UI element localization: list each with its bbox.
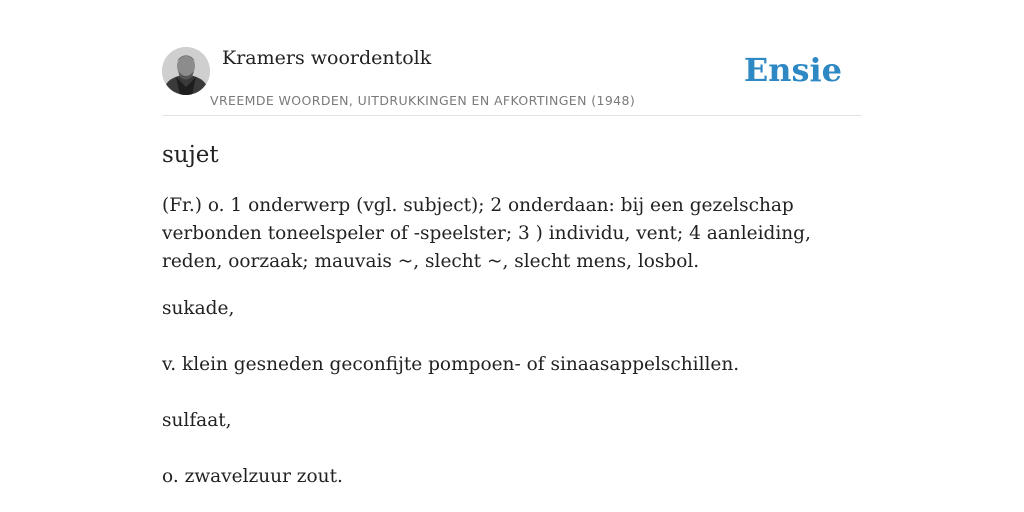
entry-word-definition: v. klein gesneden geconfijte pompoen- of sinaasappelschillen. <box>162 354 740 375</box>
book-subtitle: VREEMDE WOORDEN, UITDRUKKINGEN EN AFKORTINGEN (1948) <box>210 93 636 108</box>
book-title[interactable]: Kramers woordentolk <box>222 47 432 69</box>
entry-word: sukade, <box>162 298 235 319</box>
following-entries <box>162 295 862 491</box>
brand-logo[interactable]: Ensie <box>743 51 842 89</box>
page-container <box>162 0 862 487</box>
entry-word: sulfaat, <box>162 410 232 431</box>
entry-headword: sujet <box>162 142 219 168</box>
entry-word-definition: o. zwavelzuur zout. <box>162 466 343 487</box>
author-portrait-icon[interactable] <box>162 47 210 95</box>
header <box>162 0 862 116</box>
entry-definition: (Fr.) o. 1 onderwerp (vgl. subject); 2 onderdaan: bij een gezelschap verbonden toneelspeler of -speelster; 3 ) individu, vent; 4 aanleiding, reden, oorzaak; mauvais ~, slecht ~, slecht mens, losbol. <box>162 195 811 272</box>
